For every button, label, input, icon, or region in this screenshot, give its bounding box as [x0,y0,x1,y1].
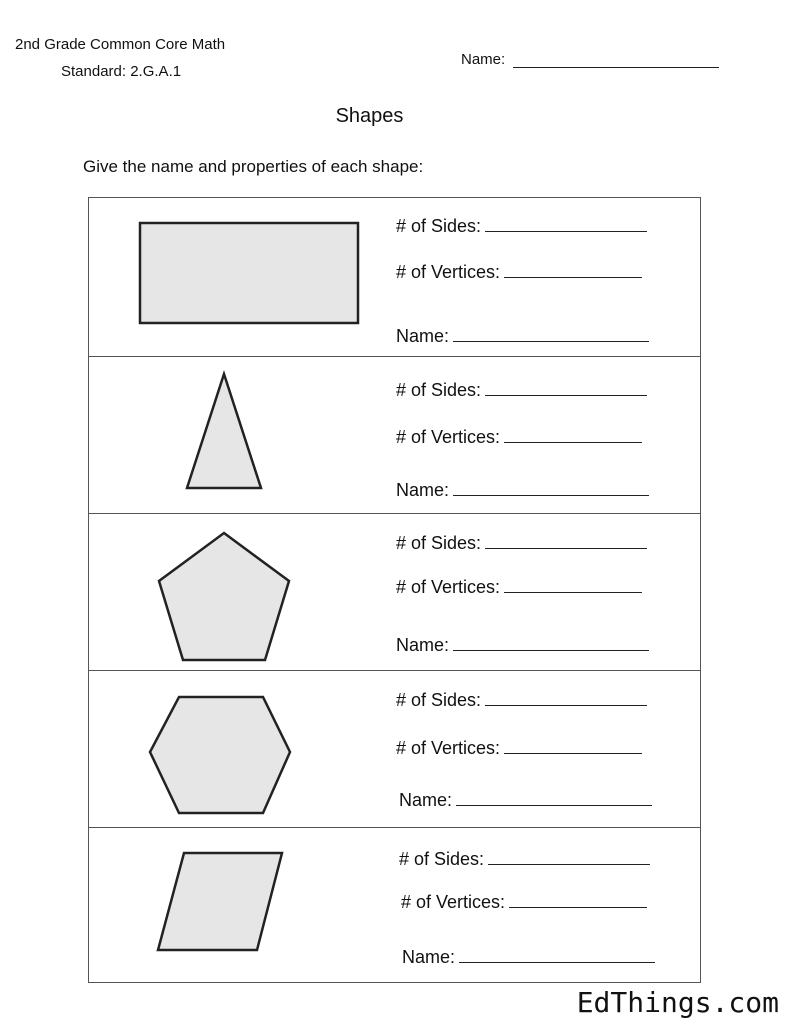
pentagon-icon [159,533,289,660]
shape-name-field[interactable] [399,789,652,811]
sides-label: # of Sides: [399,849,485,869]
shape-name-blank[interactable] [453,325,649,342]
vertices-field[interactable] [396,737,642,759]
hexagon-shape [89,671,389,828]
brand-footer: EdThings.com [576,986,779,1019]
sides-blank[interactable] [485,379,647,396]
shape-name-field[interactable] [396,479,649,501]
student-name-blank[interactable] [513,51,719,68]
sides-label: # of Sides: [396,380,482,400]
standard-label: Standard: 2.G.A.1 [61,63,182,80]
parallelogram-icon [158,853,282,950]
parallelogram-shape [89,828,389,983]
shape-name-label: Name: [402,947,456,967]
vertices-label: # of Vertices: [401,892,506,912]
shape-name-field[interactable] [396,634,649,656]
vertices-label: # of Vertices: [396,262,501,282]
student-name-label: Name: [461,51,506,68]
sides-field[interactable] [399,848,650,870]
sides-blank[interactable] [485,532,647,549]
student-name-field[interactable] [461,51,719,68]
sides-field[interactable] [396,532,647,554]
shape-name-blank[interactable] [456,789,652,806]
vertices-label: # of Vertices: [396,738,501,758]
sides-blank[interactable] [488,848,650,865]
vertices-field[interactable] [396,261,642,283]
triangle-icon [187,374,261,488]
page-title: Shapes [335,105,404,127]
instructions: Give the name and properties of each shape: [83,157,424,176]
shape-name-label: Name: [399,790,453,810]
sides-field[interactable] [396,379,647,401]
sides-blank[interactable] [485,215,647,232]
shape-row-parallelogram [89,827,700,982]
vertices-label: # of Vertices: [396,427,501,447]
sides-label: # of Sides: [396,690,482,710]
shape-row-pentagon [89,513,700,670]
vertices-blank[interactable] [509,891,647,908]
shape-name-label: Name: [396,326,450,346]
sides-field[interactable] [396,215,647,237]
shape-name-label: Name: [396,635,450,655]
vertices-field[interactable] [396,426,642,448]
vertices-field[interactable] [396,576,642,598]
shape-name-label: Name: [396,480,450,500]
course-title: 2nd Grade Common Core Math [15,36,226,53]
shape-name-blank[interactable] [453,479,649,496]
shape-name-field[interactable] [396,325,649,347]
hexagon-icon [150,697,290,813]
shape-row-triangle [89,356,700,513]
shape-name-field[interactable] [402,946,655,968]
vertices-blank[interactable] [504,737,642,754]
vertices-field[interactable] [401,891,647,913]
vertices-label: # of Vertices: [396,577,501,597]
shape-name-blank[interactable] [459,946,655,963]
sides-blank[interactable] [485,689,647,706]
vertices-blank[interactable] [504,576,642,593]
sides-field[interactable] [396,689,647,711]
shapes-table [88,197,701,983]
shape-name-blank[interactable] [453,634,649,651]
shape-row-hexagon [89,670,700,827]
vertices-blank[interactable] [504,426,642,443]
shape-row-rectangle [89,198,700,356]
pentagon-shape [89,514,389,671]
rectangle-icon [140,223,358,323]
rectangle-shape [89,198,389,356]
triangle-shape [89,357,389,514]
vertices-blank[interactable] [504,261,642,278]
sides-label: # of Sides: [396,533,482,553]
sides-label: # of Sides: [396,216,482,236]
